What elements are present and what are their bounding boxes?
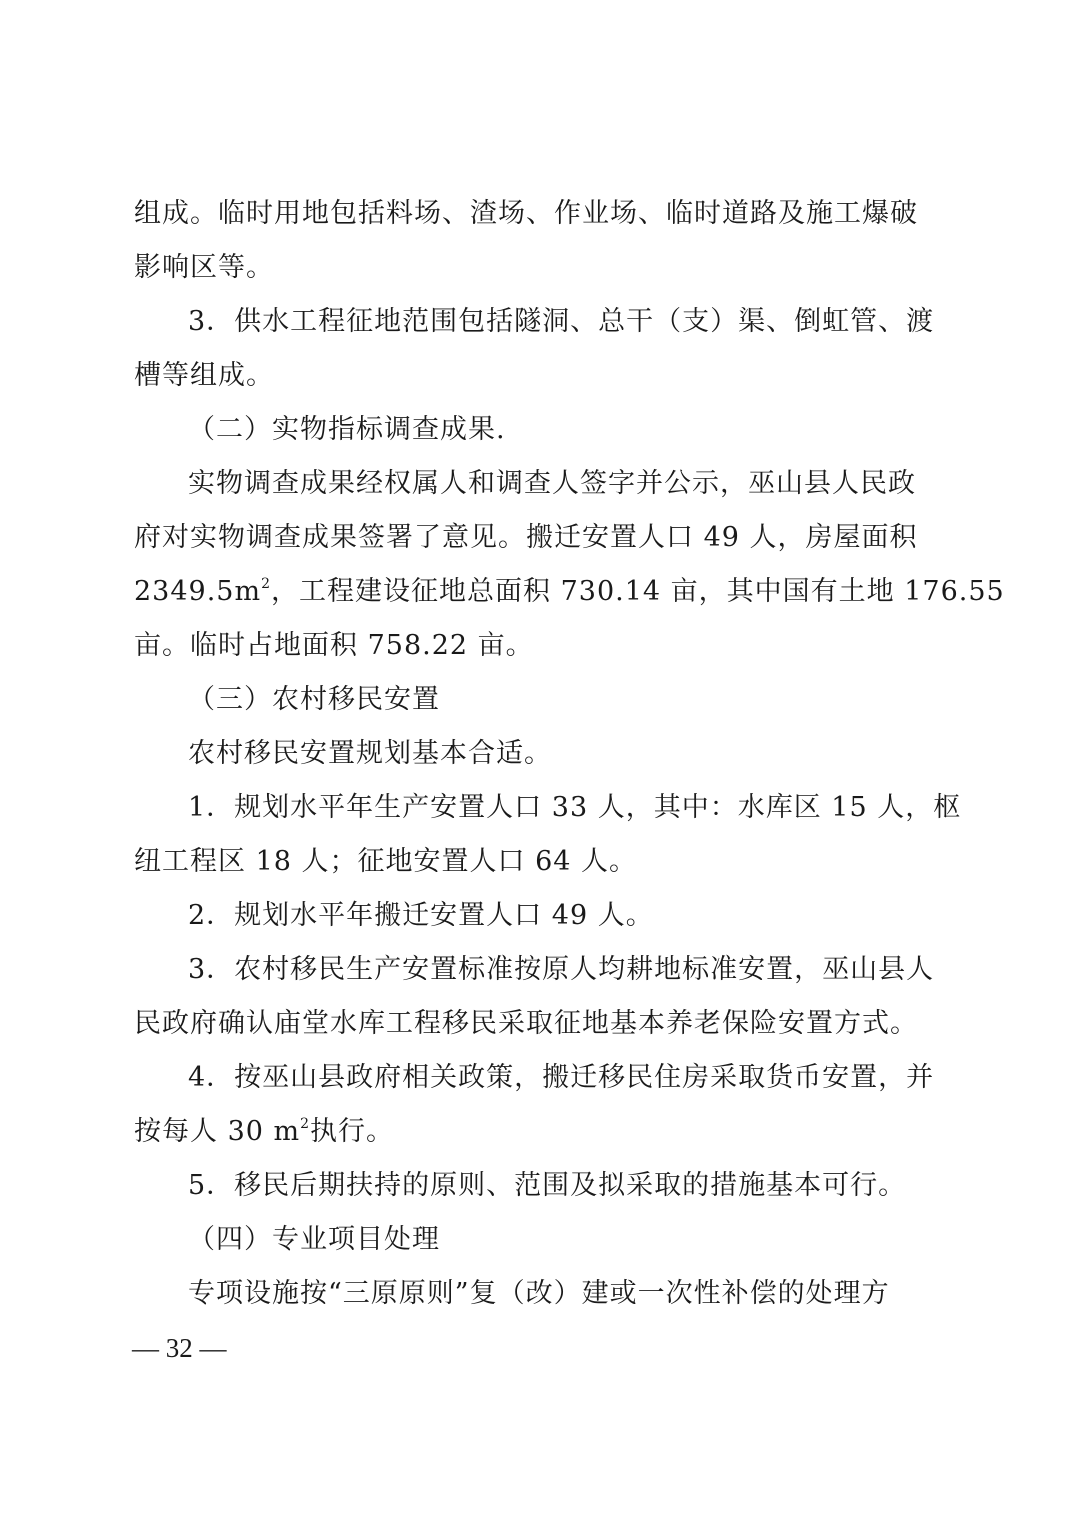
body-text: ，工程建设征地总面积 730.14 亩，其中国有土地 176.55 [271,576,1005,607]
body-line-with-superscript [134,1114,394,1150]
list-item-3: 3．供水工程征地范围包括隧洞、总干（支）渠、倒虹管、渡 [188,306,935,337]
body-line: 实物调查成果经权属人和调查人签字并公示，巫山县人民政 [188,468,916,499]
section-heading-2: （二）实物指标调查成果. [188,414,506,445]
superscript: 2 [261,576,271,592]
body-text: 按每人 30 m [134,1116,301,1147]
body-line: 专项设施按“三原原则”复（改）建或一次性补偿的处理方 [188,1278,890,1309]
body-line: 府对实物调查成果签署了意见。搬迁安置人口 49 人，房屋面积 [134,522,918,553]
section-heading-3: （三）农村移民安置 [188,684,440,715]
body-line: 农村移民安置规划基本合适。 [188,738,552,769]
body-line: 影响区等。 [134,252,274,283]
list-item-4: 4．按巫山县政府相关政策，搬迁移民住房采取货币安置，并 [188,1062,935,1093]
body-text: 执行。 [310,1116,395,1147]
list-item-5: 5．移民后期扶持的原则、范围及拟采取的措施基本可行。 [188,1170,907,1201]
list-item-2: 2．规划水平年搬迁安置人口 49 人。 [188,900,654,931]
list-item-3: 3．农村移民生产安置标准按原人均耕地标准安置，巫山县人 [188,954,935,985]
body-line-with-superscript [134,574,1005,610]
area-value: 2349.5m [134,576,262,607]
section-heading-4: （四）专业项目处理 [188,1224,440,1255]
body-line: 民政府确认庙堂水库工程移民采取征地基本养老保险安置方式。 [134,1008,918,1039]
body-line: 组成。临时用地包括料场、渣场、作业场、临时道路及施工爆破 [134,198,918,229]
body-line: 纽工程区 18 人；征地安置人口 64 人。 [134,846,638,877]
body-line: 槽等组成。 [134,360,274,391]
superscript: 2 [300,1116,311,1132]
page-number: — 32 — [132,1333,227,1363]
body-line: 亩。临时占地面积 758.22 亩。 [134,630,534,661]
list-item-1: 1．规划水平年生产安置人口 33 人，其中：水库区 15 人，枢 [188,792,962,823]
